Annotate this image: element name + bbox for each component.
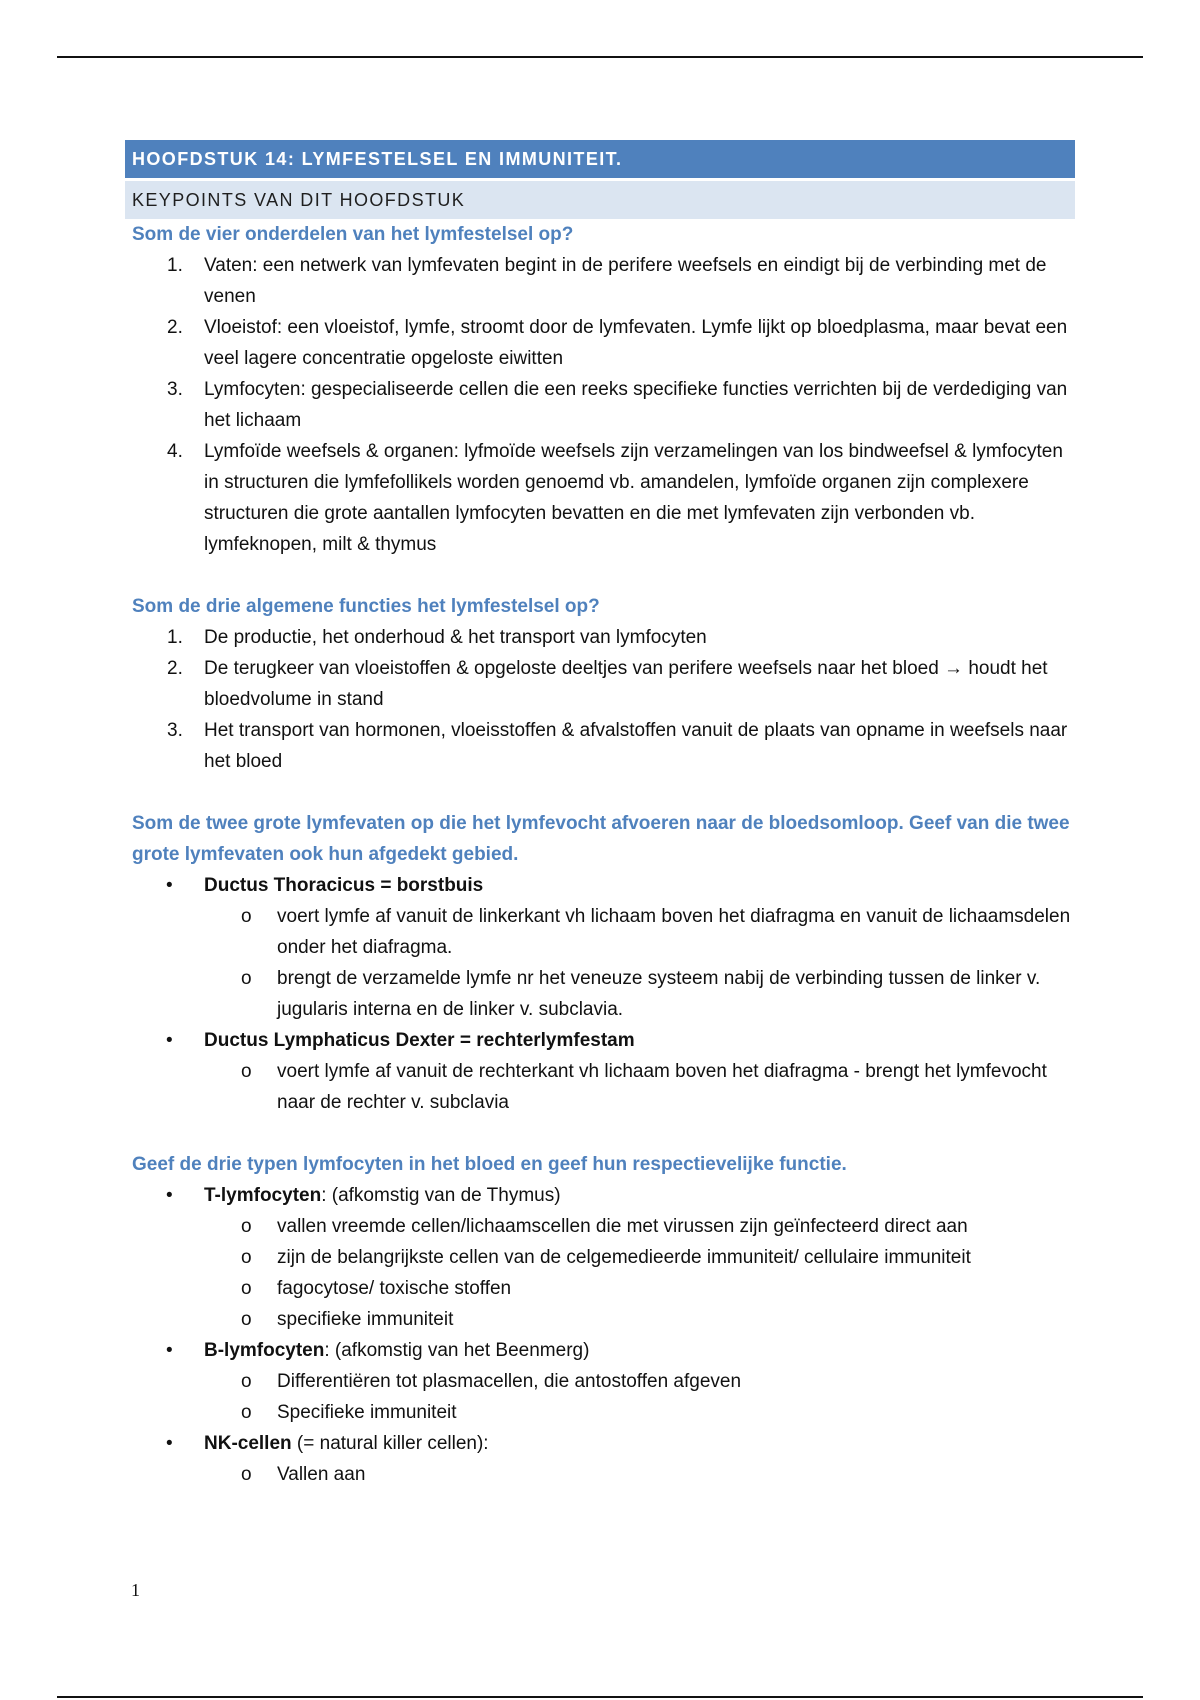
sub-item-text: vallen vreemde cellen/lichaamscellen die met virussen zijn geïnfecteerd direct aan: [277, 1216, 968, 1237]
bullet-icon: •: [166, 1340, 173, 1361]
bullet-icon: •: [166, 875, 173, 896]
bullet-item: [125, 870, 1075, 1025]
bullet-title: B-lymfocyten: [204, 1340, 325, 1361]
list-item: [125, 622, 1075, 653]
bullet-list: [125, 870, 1075, 1118]
item-text: Vloeistof: een vloeistof, lymfe, stroomt door de lymfevaten. Lymfe lijkt op bloedplasma, maar bevat een veel lagere concentratie opgeloste eiwitten: [204, 317, 1068, 369]
item-text: De terugkeer van vloeistoffen & opgeloste deeltjes van perifere weefsels naar het bloed → houdt het bloedvolume in stand: [204, 658, 1048, 710]
question-heading: Geef de drie typen lymfocyten in het bloed en geef hun respectievelijke functie.: [132, 1154, 847, 1175]
bullet-icon: •: [166, 1433, 173, 1454]
section-subtitle: KEYPOINTS VAN DIT HOOFDSTUK: [125, 181, 1075, 219]
bullet-list: [125, 1180, 1075, 1490]
bullet-item: [125, 1025, 1075, 1118]
item-number: 4.: [167, 441, 183, 462]
list-item: [125, 715, 1075, 777]
list-item: [125, 374, 1075, 436]
document-body: [125, 140, 1075, 1490]
bullet-item: [125, 1428, 1075, 1490]
list-item: [125, 653, 1075, 715]
sub-item-text: specifieke immuniteit: [277, 1309, 454, 1330]
sub-item-text: brengt de verzamelde lymfe nr het veneuze systeem nabij de verbinding tussen de linker v. jugularis interna en de linker v. subclavia.: [277, 968, 1041, 1020]
sub-item: [204, 1242, 1075, 1273]
sub-item-text: voert lymfe af vanuit de rechterkant vh lichaam boven het diafragma - brengt het lymfevocht naar de rechter v. subclavia: [277, 1061, 1047, 1113]
circle-bullet-icon: o: [241, 1278, 252, 1299]
circle-bullet-icon: o: [241, 1216, 252, 1237]
sub-list: [204, 1459, 1075, 1490]
sub-item: [204, 1056, 1075, 1118]
sub-item-text: Differentiëren tot plasmacellen, die antostoffen afgeven: [277, 1371, 742, 1392]
item-number: 1.: [167, 255, 183, 276]
item-text: Vaten: een netwerk van lymfevaten begint in de perifere weefsels en eindigt bij de verbinding met de venen: [204, 255, 1047, 307]
item-text: Lymfoïde weefsels & organen: lyfmoïde weefsels zijn verzamelingen van los bindweefsel & lymfocyten in structuren die lymfefollikels worden genoemd vb. amandelen, lymfoïde organen zijn complexere structuren die grote aantallen lymfocyten bevatten en die met lymfevaten zijn verbonden vb. lymfeknopen, milt & thymus: [204, 441, 1063, 555]
circle-bullet-icon: o: [241, 1402, 252, 1423]
circle-bullet-icon: o: [241, 1371, 252, 1392]
sub-list: [204, 1056, 1075, 1118]
item-text: De productie, het onderhoud & het transport van lymfocyten: [204, 627, 707, 648]
question-heading: Som de vier onderdelen van het lymfestelsel op?: [132, 224, 574, 245]
numbered-list: [125, 622, 1075, 777]
item-text: Het transport van hormonen, vloeisstoffen & afvalstoffen vanuit de plaats van opname in weefsels naar het bloed: [204, 720, 1068, 772]
list-item: [125, 436, 1075, 560]
circle-bullet-icon: o: [241, 968, 252, 989]
item-number: 1.: [167, 627, 183, 648]
page-number: 1: [131, 1580, 140, 1600]
bullet-title: Ductus Lymphaticus Dexter = rechterlymfestam: [204, 1030, 635, 1051]
sub-list: [204, 1366, 1075, 1428]
item-number: 3.: [167, 720, 183, 741]
sub-list: [204, 901, 1075, 1025]
list-item: [125, 312, 1075, 374]
sub-item: [204, 1397, 1075, 1428]
item-number: 2.: [167, 317, 183, 338]
sub-item: [204, 1211, 1075, 1242]
chapter-title: HOOFDSTUK 14: LYMFESTELSEL EN IMMUNITEIT.: [125, 140, 1075, 178]
bullet-item: [125, 1180, 1075, 1335]
circle-bullet-icon: o: [241, 1464, 252, 1485]
sub-item: [204, 1366, 1075, 1397]
circle-bullet-icon: o: [241, 1309, 252, 1330]
bullet-icon: •: [166, 1030, 173, 1051]
sub-item-text: voert lymfe af vanuit de linkerkant vh lichaam boven het diafragma en vanuit de lichaamsdelen onder het diafragma.: [277, 906, 1071, 958]
sub-item: [204, 901, 1075, 963]
question-heading: Som de drie algemene functies het lymfestelsel op?: [132, 596, 600, 617]
bullet-text: : (afkomstig van de Thymus): [321, 1185, 561, 1206]
circle-bullet-icon: o: [241, 1061, 252, 1082]
numbered-list: [125, 250, 1075, 560]
bullet-item: [125, 1335, 1075, 1428]
sub-item: [204, 1304, 1075, 1335]
item-number: 3.: [167, 379, 183, 400]
item-text: Lymfocyten: gespecialiseerde cellen die een reeks specifieke functies verrichten bij de verdediging van het lichaam: [204, 379, 1068, 431]
bullet-title: T-lymfocyten: [204, 1185, 322, 1206]
bullet-title: Ductus Thoracicus = borstbuis: [204, 875, 484, 896]
bottom-rule: [57, 1696, 1143, 1698]
bullet-title: NK-cellen: [204, 1433, 292, 1454]
sub-item: [204, 963, 1075, 1025]
circle-bullet-icon: o: [241, 906, 252, 927]
sub-item-text: zijn de belangrijkste cellen van de celgemedieerde immuniteit/ cellulaire immuniteit: [277, 1247, 971, 1268]
sub-item: [204, 1273, 1075, 1304]
sub-item-text: Vallen aan: [277, 1464, 366, 1485]
sub-item: [204, 1459, 1075, 1490]
bullet-text: : (afkomstig van het Beenmerg): [324, 1340, 590, 1361]
list-item: [125, 250, 1075, 312]
bullet-text: (= natural killer cellen):: [291, 1433, 489, 1454]
bullet-icon: •: [166, 1185, 173, 1206]
sub-list: [204, 1211, 1075, 1335]
question-heading: Som de twee grote lymfevaten op die het lymfevocht afvoeren naar de bloedsomloop. Geef van die twee grote lymfevaten ook hun afgedekt gebied.: [132, 813, 1070, 865]
circle-bullet-icon: o: [241, 1247, 252, 1268]
top-rule: [57, 56, 1143, 58]
item-number: 2.: [167, 658, 183, 679]
sub-item-text: Specifieke immuniteit: [277, 1402, 457, 1423]
sub-item-text: fagocytose/ toxische stoffen: [277, 1278, 512, 1299]
